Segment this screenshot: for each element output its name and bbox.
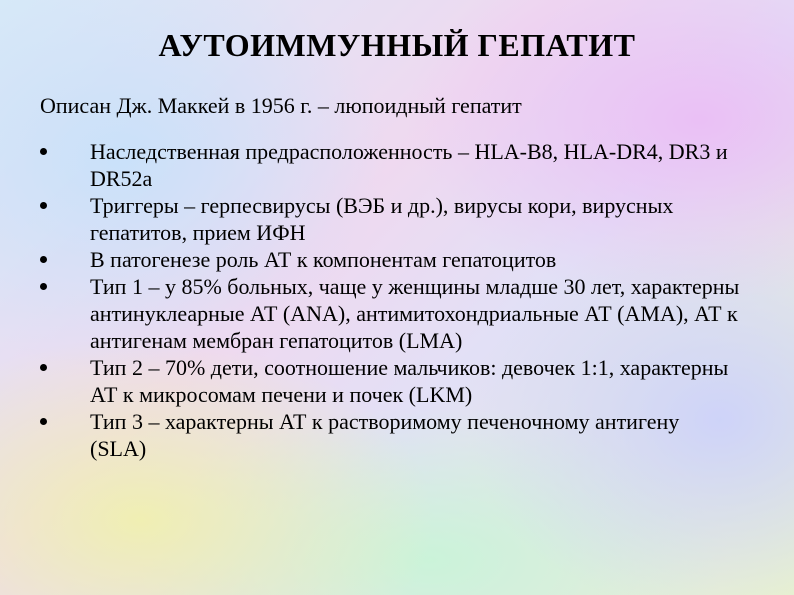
list-item-text: Тип 2 – 70% дети, соотношение мальчиков: девочек 1:1, характерны АТ к микросомам печени и почек (LKM) — [90, 355, 729, 407]
bullet-list — [40, 138, 740, 462]
list-item-text: Тип 3 – характерны АТ к растворимому печеночному антигену (SLA) — [90, 409, 680, 461]
list-item — [40, 273, 740, 354]
list-item-text: Триггеры – герпесвирусы (ВЭБ и др.), вирусы кори, вирусных гепатитов, прием ИФН — [90, 193, 674, 245]
list-item — [40, 354, 740, 408]
bullet-icon — [40, 418, 47, 425]
list-item — [40, 246, 740, 273]
list-item — [40, 138, 740, 192]
list-item-text: Тип 1 – у 85% больных, чаще у женщины младше 30 лет, характерны антинуклеарные АТ (ANA), антимитохондриальные АТ (АМА), АТ к антигенам мембран гепатоцитов (LMA) — [90, 274, 740, 353]
list-item-text: Наследственная предрасположенность – HLA-B8, HLA-DR4, DR3 и DR52a — [90, 139, 728, 191]
bullet-icon — [40, 364, 47, 371]
slide-title: АУТОИММУННЫЙ ГЕПАТИТ — [158, 27, 636, 63]
list-item — [40, 192, 740, 246]
slide-subtitle: Описан Дж. Маккей в 1956 г. – люпоидный гепатит — [40, 93, 522, 118]
bullet-icon — [40, 256, 47, 263]
list-item — [40, 408, 740, 462]
bullet-icon — [40, 202, 47, 209]
list-item-text: В патогенезе роль АТ к компонентам гепатоцитов — [90, 247, 557, 272]
bullet-icon — [40, 148, 47, 155]
bullet-icon — [40, 283, 47, 290]
